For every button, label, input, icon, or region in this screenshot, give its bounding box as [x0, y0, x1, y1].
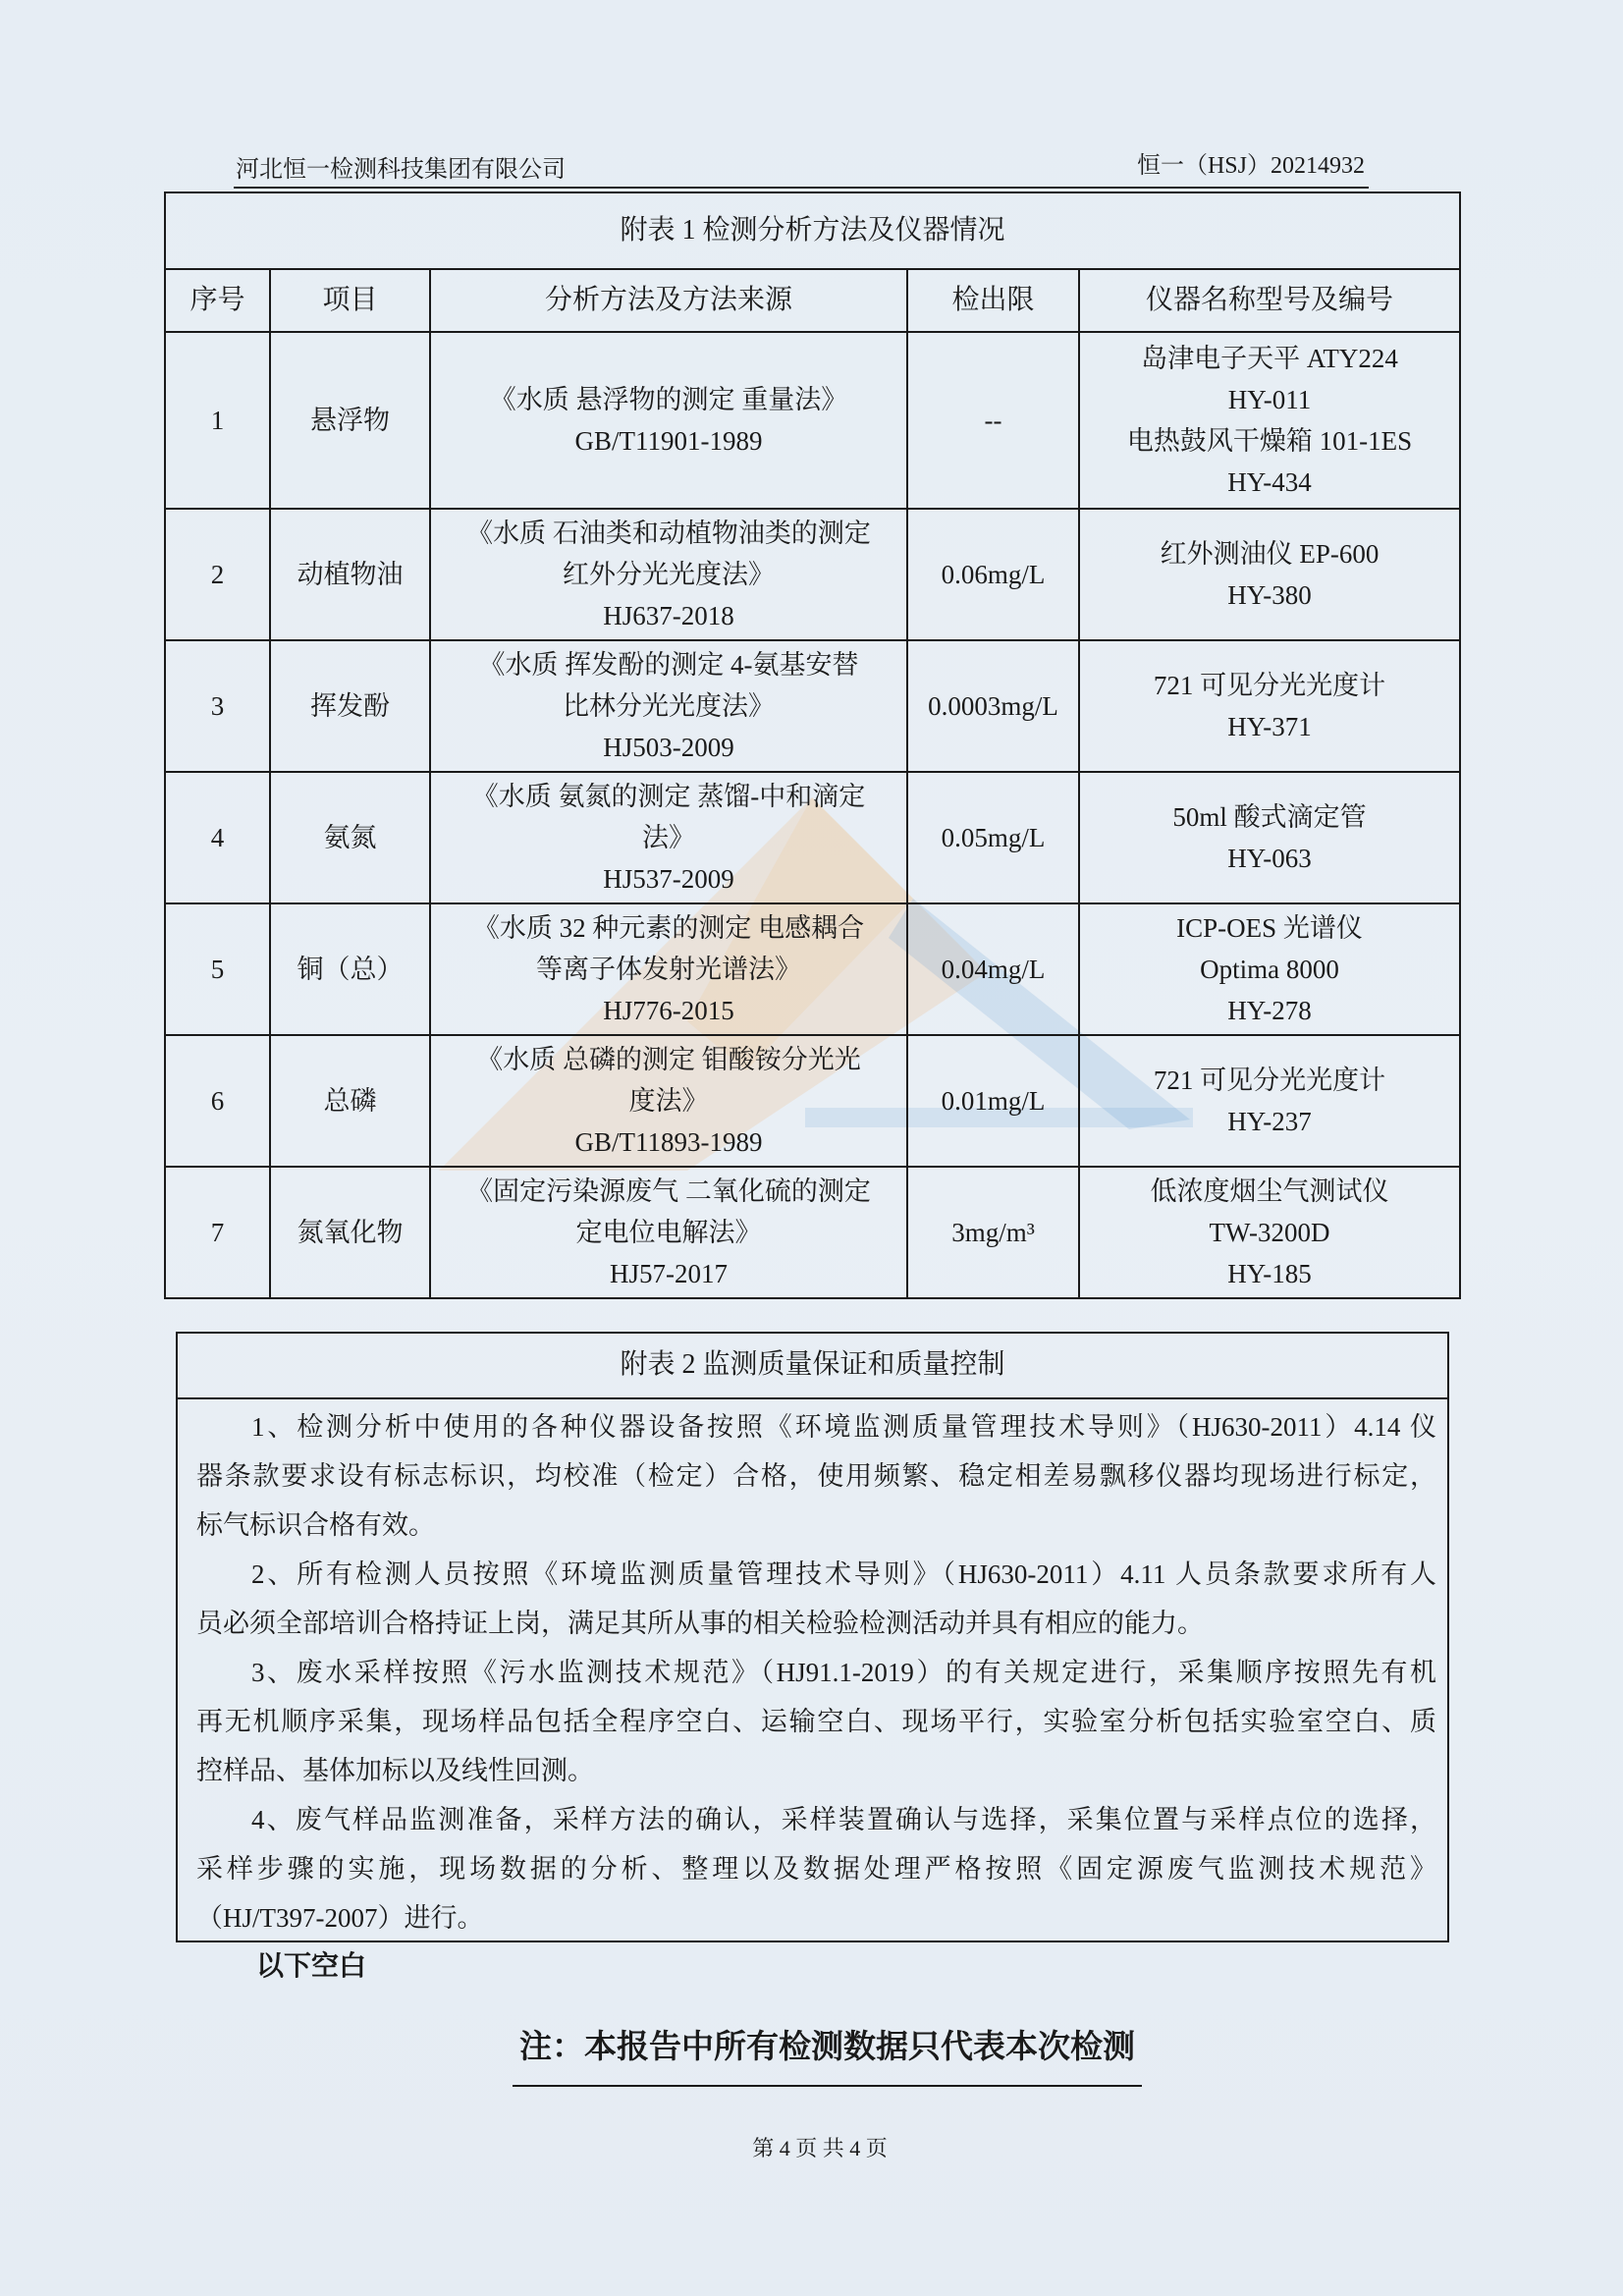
- table-title-row: [165, 192, 1460, 269]
- method-line: HJ776-2015: [603, 996, 734, 1025]
- analysis-methods-table: [164, 191, 1461, 1299]
- table-row: [165, 903, 1460, 1035]
- qc-line: 器条款要求设有标志标识，均校准（检定）合格，使用频繁、稳定相差易飘移仪器均现场进行标定，: [196, 1461, 1436, 1491]
- method-line: 《水质 氨氮的测定 蒸馏-中和滴定: [471, 782, 866, 811]
- report-notice: 注：本报告中所有检测数据只代表本次检测: [519, 2028, 1135, 2064]
- cell-no: 6: [165, 1035, 270, 1167]
- table-row: [165, 332, 1460, 509]
- cell-method: [430, 509, 907, 640]
- qc-paragraph: [196, 1402, 1436, 1550]
- cell-item: 总磷: [270, 1035, 430, 1167]
- qc-line: （HJ/T397-2007）进行。: [196, 1903, 484, 1933]
- header-rule: [234, 187, 1369, 189]
- cell-item: 氨氮: [270, 772, 430, 903]
- cell-instrument: [1079, 1167, 1460, 1298]
- cell-instrument: [1079, 509, 1460, 640]
- cell-no: 2: [165, 509, 270, 640]
- cell-no: 1: [165, 332, 270, 509]
- cell-limit: --: [907, 332, 1079, 509]
- instrument-line: 721 可见分光光度计: [1153, 1066, 1386, 1095]
- column-header-no: 序号: [165, 269, 270, 332]
- quality-control-body: [178, 1399, 1447, 1942]
- cell-item: 悬浮物: [270, 332, 430, 509]
- instrument-line: 50ml 酸式滴定管: [1172, 802, 1367, 832]
- cell-limit: 0.04mg/L: [907, 903, 1079, 1035]
- table-row: [165, 640, 1460, 772]
- qc-line: 标气标识合格有效。: [196, 1510, 435, 1540]
- method-line: 等离子体发射光谱法》: [536, 955, 801, 984]
- company-name: 河北恒一检测科技集团有限公司: [236, 157, 566, 183]
- quality-control-title: 附表 2 监测质量保证和质量控制: [178, 1334, 1447, 1399]
- method-line: 红外分光光度法》: [563, 560, 775, 589]
- cell-limit: 3mg/m³: [907, 1167, 1079, 1298]
- instrument-line: HY-434: [1227, 467, 1312, 497]
- table-row: [165, 509, 1460, 640]
- cell-item: 动植物油: [270, 509, 430, 640]
- qc-line: 2、所有检测人员按照《环境监测质量管理技术导则》（HJ630-2011）4.11 人员条款要求所有人: [251, 1559, 1436, 1589]
- page-number: 第 4 页 共 4 页: [752, 2136, 888, 2160]
- qc-line: 员必须全部培训合格持证上岗，满足其所从事的相关检验检测活动并具有相应的能力。: [196, 1609, 1204, 1638]
- cell-limit: 0.05mg/L: [907, 772, 1079, 903]
- table-row: [165, 1167, 1460, 1298]
- method-line: HJ637-2018: [603, 601, 734, 630]
- method-line: 《水质 石油类和动植物油类的测定: [466, 519, 871, 548]
- column-header-limit: 检出限: [907, 269, 1079, 332]
- instrument-line: 721 可见分光光度计: [1153, 671, 1386, 700]
- qc-line: 4、废气样品监测准备，采样方法的确认，采样装置确认与选择，采集位置与采样点位的选择，: [251, 1805, 1436, 1834]
- qc-paragraph: [196, 1550, 1436, 1648]
- method-line: HJ537-2009: [603, 864, 734, 894]
- cell-method: [430, 332, 907, 509]
- cell-instrument: [1079, 903, 1460, 1035]
- instrument-line: 电热鼓风干燥箱 101-1ES: [1126, 426, 1413, 456]
- table-row: [165, 1035, 1460, 1167]
- method-line: 《水质 总磷的测定 钼酸铵分光光: [476, 1045, 861, 1074]
- table-header-row: [165, 269, 1460, 332]
- instrument-line: 低浓度烟尘气测试仪: [1150, 1176, 1389, 1206]
- cell-no: 4: [165, 772, 270, 903]
- instrument-line: TW-3200D: [1209, 1218, 1330, 1247]
- cell-limit: 0.06mg/L: [907, 509, 1079, 640]
- table-title: 附表 1 检测分析方法及仪器情况: [165, 192, 1460, 269]
- cell-limit: 0.0003mg/L: [907, 640, 1079, 772]
- cell-instrument: [1079, 332, 1460, 509]
- method-line: 法》: [642, 823, 695, 852]
- instrument-line: HY-237: [1227, 1107, 1312, 1136]
- qc-line: 采样步骤的实施，现场数据的分析、整理以及数据处理严格按照《固定源废气监测技术规范》: [196, 1854, 1436, 1884]
- instrument-line: HY-011: [1227, 385, 1312, 414]
- instrument-line: Optima 8000: [1200, 955, 1339, 984]
- cell-method: [430, 772, 907, 903]
- method-line: 《水质 挥发酚的测定 4-氨基安替: [478, 650, 859, 680]
- instrument-line: HY-185: [1227, 1259, 1312, 1288]
- column-header-method: 分析方法及方法来源: [430, 269, 907, 332]
- method-line: 《水质 32 种元素的测定 电感耦合: [472, 913, 865, 943]
- quality-control-table: [176, 1332, 1449, 1942]
- cell-item: 铜（总）: [270, 903, 430, 1035]
- cell-instrument: [1079, 772, 1460, 903]
- qc-paragraph: [196, 1648, 1436, 1795]
- method-line: 比林分光光度法》: [563, 691, 775, 721]
- cell-item: 挥发酚: [270, 640, 430, 772]
- cell-no: 7: [165, 1167, 270, 1298]
- column-header-item: 项目: [270, 269, 430, 332]
- instrument-line: 红外测油仪 EP-600: [1160, 539, 1380, 569]
- notice-underline: [513, 2085, 1142, 2087]
- method-line: HJ57-2017: [610, 1259, 728, 1288]
- instrument-line: HY-278: [1227, 996, 1312, 1025]
- blank-remark: 以下空白: [256, 1950, 367, 1981]
- cell-no: 5: [165, 903, 270, 1035]
- instrument-line: HY-063: [1227, 844, 1312, 873]
- qc-line: 控样品、基体加标以及线性回测。: [196, 1756, 594, 1785]
- table-row: [165, 772, 1460, 903]
- instrument-line: HY-380: [1227, 580, 1312, 610]
- cell-method: [430, 640, 907, 772]
- instrument-line: 岛津电子天平 ATY224: [1141, 344, 1398, 373]
- cell-no: 3: [165, 640, 270, 772]
- method-line: GB/T11893-1989: [574, 1127, 763, 1157]
- instrument-line: ICP-OES 光谱仪: [1176, 913, 1363, 943]
- cell-item: 氮氧化物: [270, 1167, 430, 1298]
- method-line: GB/T11901-1989: [574, 426, 763, 456]
- method-line: 《水质 悬浮物的测定 重量法》: [489, 385, 848, 414]
- cell-instrument: [1079, 1035, 1460, 1167]
- method-line: HJ503-2009: [603, 733, 734, 762]
- cell-method: [430, 1167, 907, 1298]
- qc-line: 3、废水采样按照《污水监测技术规范》（HJ91.1-2019）的有关规定进行，采集顺序按照先有机: [251, 1658, 1436, 1687]
- qc-paragraph: [196, 1795, 1436, 1942]
- cell-method: [430, 903, 907, 1035]
- cell-method: [430, 1035, 907, 1167]
- cell-instrument: [1079, 640, 1460, 772]
- qc-line: 1、检测分析中使用的各种仪器设备按照《环境监测质量管理技术导则》（HJ630-2011）4.14 仪: [251, 1412, 1436, 1442]
- report-number: 恒一（HSJ）20214932: [1136, 153, 1365, 179]
- qc-line: 再无机顺序采集，现场样品包括全程序空白、运输空白、现场平行，实验室分析包括实验室空白、质: [196, 1707, 1436, 1736]
- method-line: 定电位电解法》: [575, 1218, 762, 1247]
- instrument-line: HY-371: [1227, 712, 1312, 741]
- method-line: 《固定污染源废气 二氧化硫的测定: [466, 1176, 871, 1206]
- cell-limit: 0.01mg/L: [907, 1035, 1079, 1167]
- method-line: 度法》: [628, 1086, 709, 1116]
- column-header-instrument: 仪器名称型号及编号: [1079, 269, 1460, 332]
